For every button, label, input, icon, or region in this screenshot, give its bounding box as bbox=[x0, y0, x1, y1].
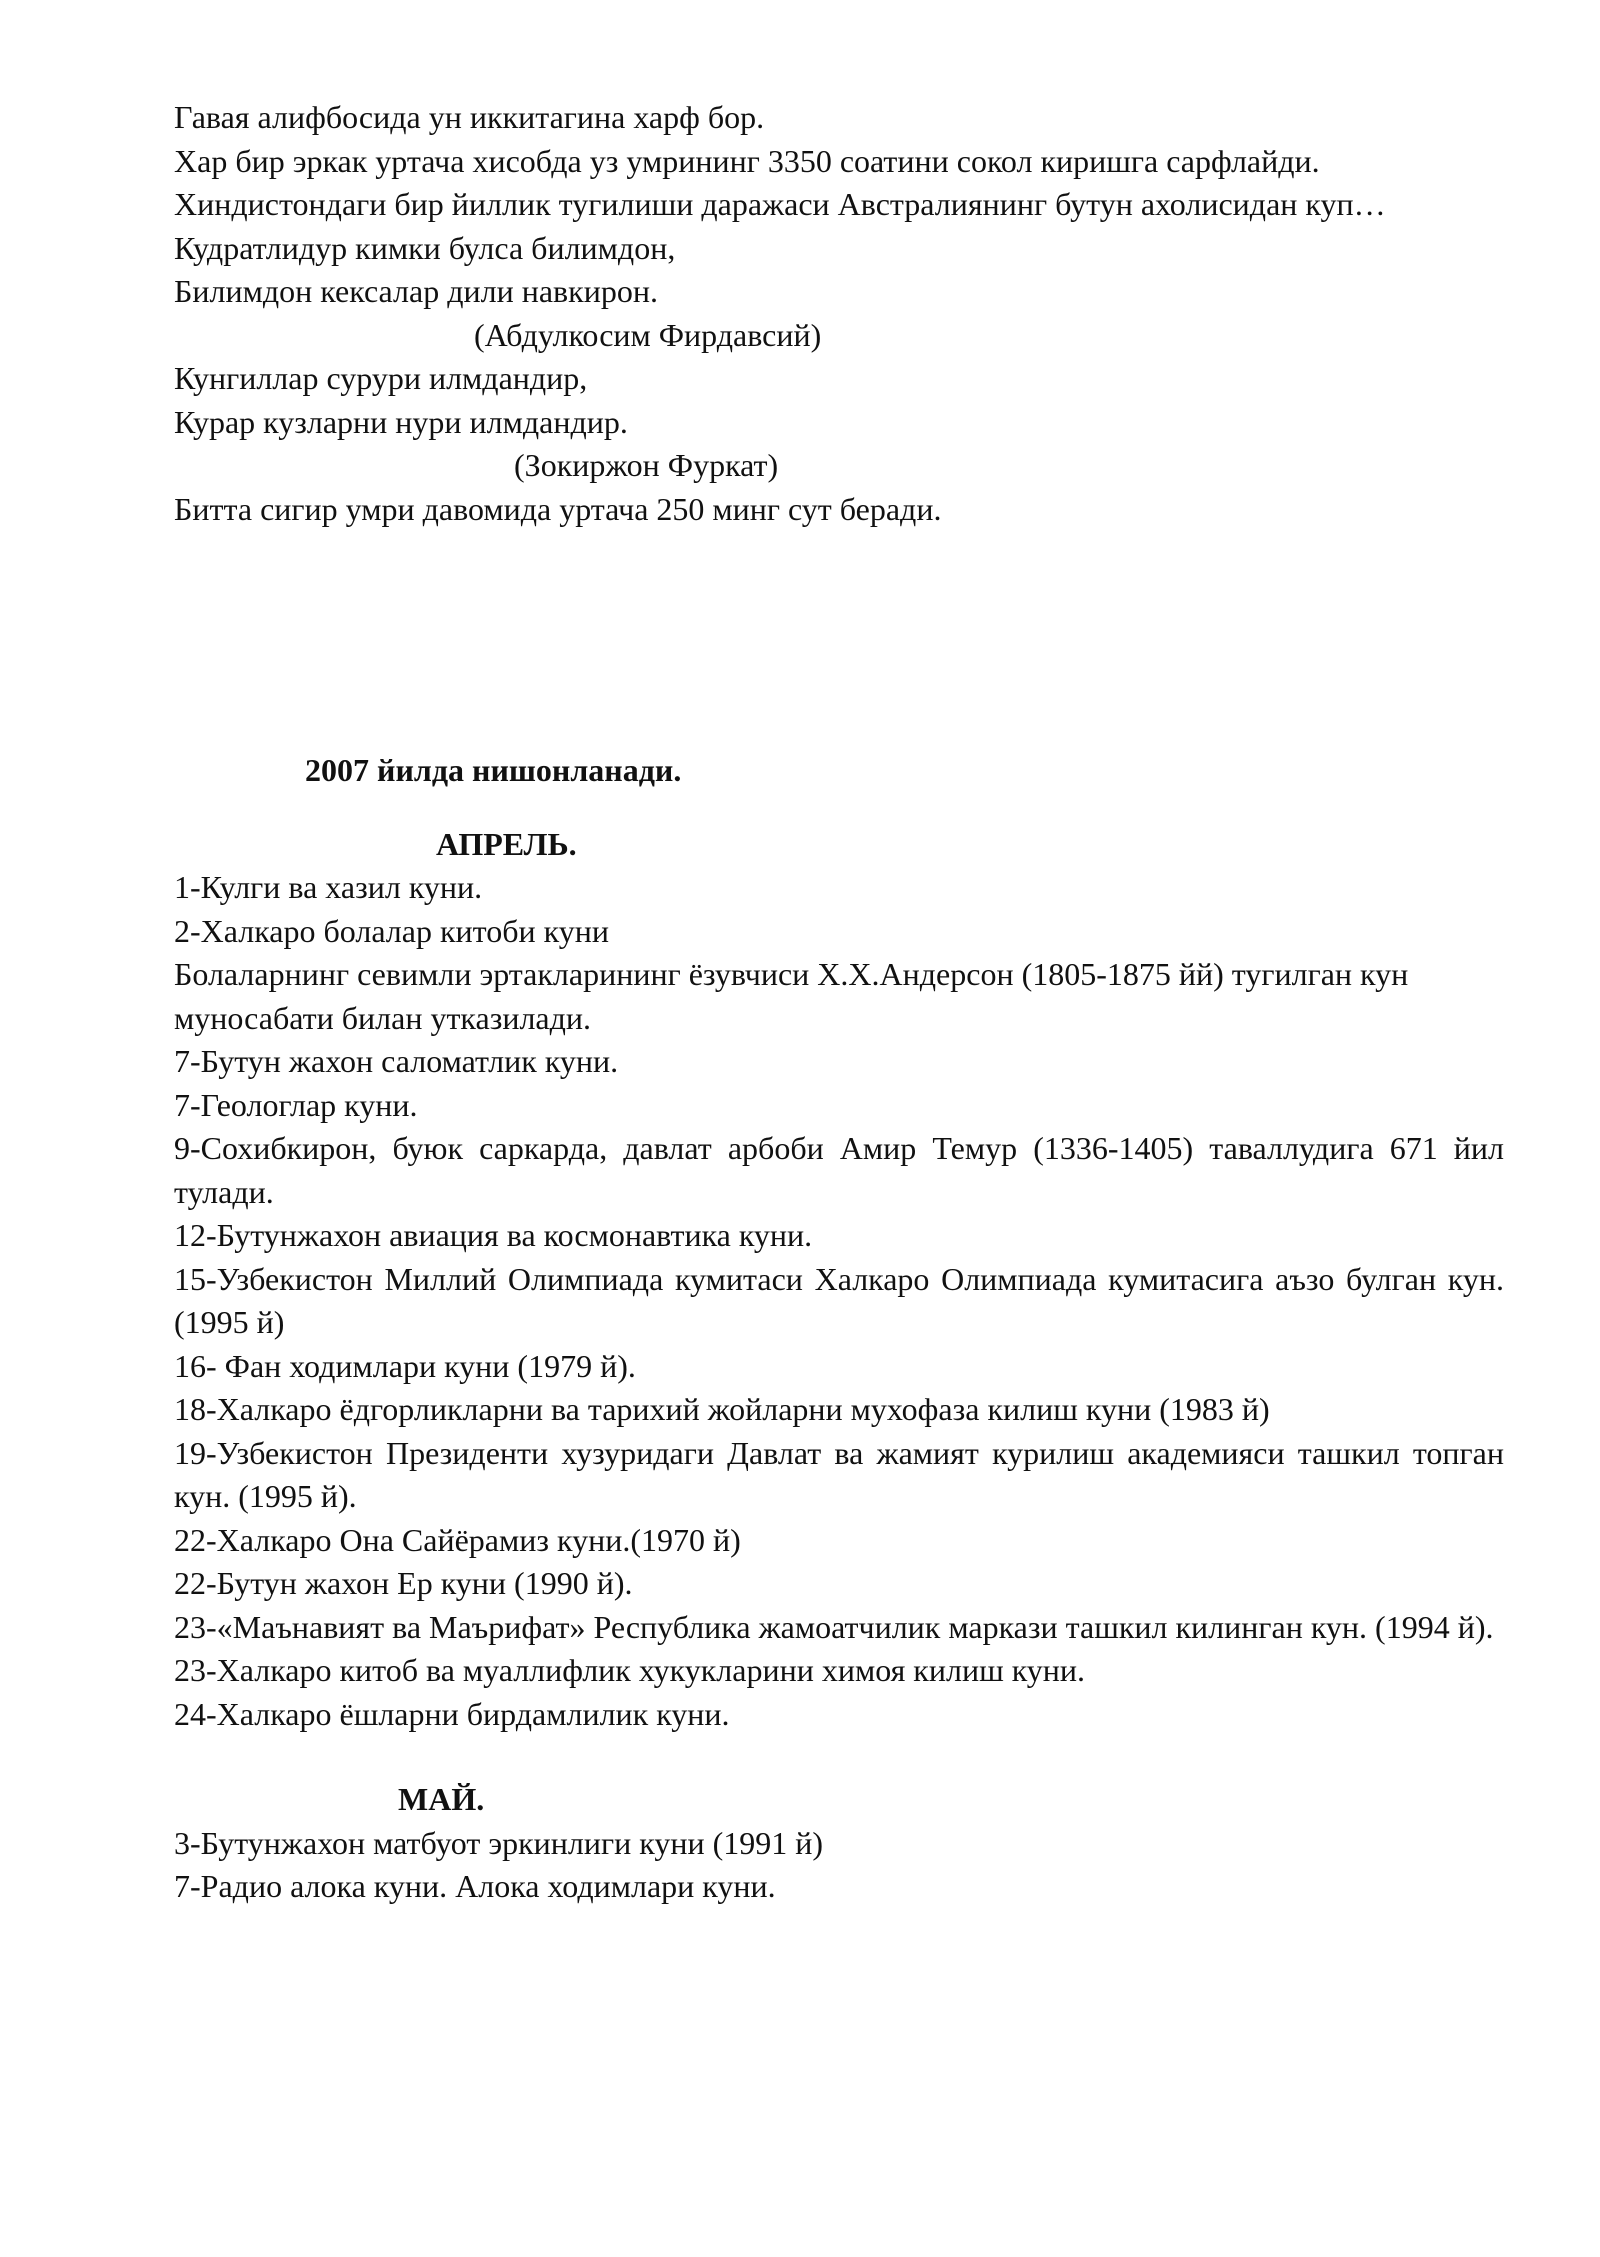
april-item: 1-Кулги ва хазил куни. bbox=[174, 869, 483, 905]
document-page bbox=[174, 96, 1504, 1909]
may-item: 7-Радио алока куни. Алока ходимлари куни. bbox=[174, 1868, 776, 1904]
april-item: 7-Геологлар куни. bbox=[174, 1086, 418, 1123]
may-heading: МАЙ. bbox=[398, 1781, 485, 1817]
april-item: 12-Бутунжахон авиация ва космонавтика куни. bbox=[174, 1217, 813, 1253]
april-item: 23-«Маънавият ва Маърифат» Республика жамоатчилик маркази ташкил килинган кун. (1994 й). bbox=[174, 1608, 1494, 1645]
april-item: Болаларнинг севимли эртакларининг ёзувчиси Х.Х.Андерсон (1805-1875 йй) тугилган кун муносабати билан утказилади. bbox=[174, 956, 1409, 1036]
april-item: 9-Сохибкирон, буюк саркарда, давлат арбоби Амир Темур (1336-1405) таваллудига 671 йил тулади. bbox=[174, 1130, 1504, 1210]
poem-firdavsi-line-2: Билимдон кексалар дили навкирон. bbox=[174, 273, 658, 309]
poem-firdavsi-line-1: Кудратлидур кимки булса билимдон, bbox=[174, 229, 676, 266]
fact-hawaii-alphabet: Гавая алифбосида ун иккитагина харф бор. bbox=[174, 99, 765, 135]
poem-furkat-line-1: Кунгиллар сурури илмдандир, bbox=[174, 360, 588, 396]
fact-cow-milk: Битта сигир умри давомида уртача 250 минг сут беради. bbox=[174, 490, 942, 527]
april-heading: АПРЕЛЬ. bbox=[436, 825, 577, 862]
poem-furkat-author: (Зокиржон Фуркат) bbox=[514, 447, 779, 483]
may-list bbox=[174, 1822, 1504, 1909]
april-item: 2-Халкаро болалар китоби куни bbox=[174, 912, 609, 949]
april-item: 23-Халкаро китоб ва муаллифлик хукукларини химоя килиш куни. bbox=[174, 1652, 1086, 1688]
april-item: 7-Бутун жахон саломатлик куни. bbox=[174, 1043, 619, 1079]
fact-shaving: Хар бир эркак уртача хисобда уз умрининг 3350 соатини сокол киришга сарфлайди. bbox=[174, 142, 1320, 179]
year-heading: 2007 йилда нишонланади. bbox=[305, 752, 682, 788]
april-item: 19-Узбекистон Президенти хузуридаги Давлат ва жамият курилиш академияси ташкил топган кун. (1995 й). bbox=[174, 1434, 1504, 1514]
poem-firdavsi-author: (Абдулкосим Фирдавсий) bbox=[474, 316, 822, 353]
april-item: 18-Халкаро ёдгорликларни ва тарихий жойларни мухофаза килиш куни (1983 й) bbox=[174, 1391, 1270, 1427]
april-list bbox=[174, 866, 1504, 1736]
april-item: 24-Халкаро ёшларни бирдамлилик куни. bbox=[174, 1695, 730, 1732]
fact-india-births: Хиндистондаги бир йиллик тугилиши даражаси Австралиянинг бутун ахолисидан куп… bbox=[174, 186, 1386, 222]
poem-furkat-line-2: Курар кузларни нури илмдандир. bbox=[174, 403, 628, 440]
spacer bbox=[174, 531, 1504, 749]
april-item: 22-Бутун жахон Ер куни (1990 й). bbox=[174, 1565, 633, 1601]
april-item: 22-Халкаро Она Сайёрамиз куни.(1970 й) bbox=[174, 1521, 741, 1558]
may-item: 3-Бутунжахон матбуот эркинлиги куни (1991 й) bbox=[174, 1824, 824, 1861]
april-item: 15-Узбекистон Миллий Олимпиада кумитаси Халкаро Олимпиада кумитасига аъзо булган кун. (1995 й) bbox=[174, 1260, 1504, 1340]
april-item: 16- Фан ходимлари куни (1979 й). bbox=[174, 1347, 636, 1384]
